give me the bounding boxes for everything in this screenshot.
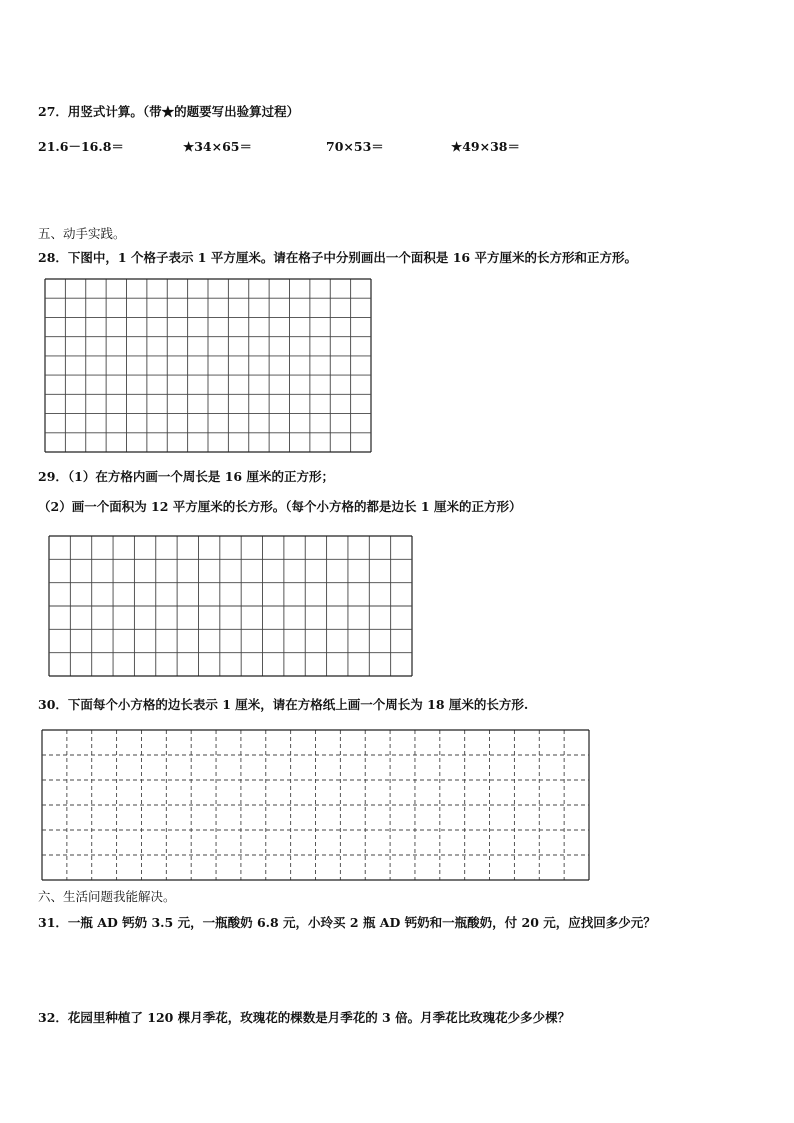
q29-line1: 29．（1）在方格内画一个周长是 16 厘米的正方形；	[38, 469, 334, 484]
q28-grid[interactable]	[44, 278, 372, 453]
q27-calc-2: ★34×65＝	[183, 139, 252, 154]
q28-label: 28．下图中，1 个格子表示 1 平方厘米。请在格子中分别画出一个面积是 16 平方厘米的长方形和正方形。	[38, 250, 637, 265]
q27-calc-1: 21.6－16.8＝	[38, 139, 124, 154]
q31-label: 31．一瓶 AD 钙奶 3.5 元，一瓶酸奶 6.8 元，小玲买 2 瓶 AD 钙奶和一瓶酸奶，付 20 元，应找回多少元？	[38, 915, 656, 930]
section5-title: 五、动手实践。	[38, 226, 126, 241]
q32-label: 32．花园里种植了 120 棵月季花，玫瑰花的棵数是月季花的 3 倍。月季花比玫瑰花少多少棵？	[38, 1010, 571, 1025]
q29-line2: （2）画一个面积为 12 平方厘米的长方形。（每个小方格的都是边长 1 厘米的正方形）	[38, 499, 522, 514]
q29-grid[interactable]	[48, 535, 413, 677]
section6-title: 六、生活问题我能解决。	[38, 889, 176, 904]
q27-calc-3: 70×53＝	[326, 139, 384, 154]
q30-grid[interactable]	[41, 729, 590, 881]
q27-label: 27．用竖式计算。（带★的题要写出验算过程）	[38, 104, 300, 119]
q27-calc-4: ★49×38＝	[451, 139, 520, 154]
q30-label: 30．下面每个小方格的边长表示 1 厘米，请在方格纸上画一个周长为 18 厘米的长方形.	[38, 697, 529, 712]
